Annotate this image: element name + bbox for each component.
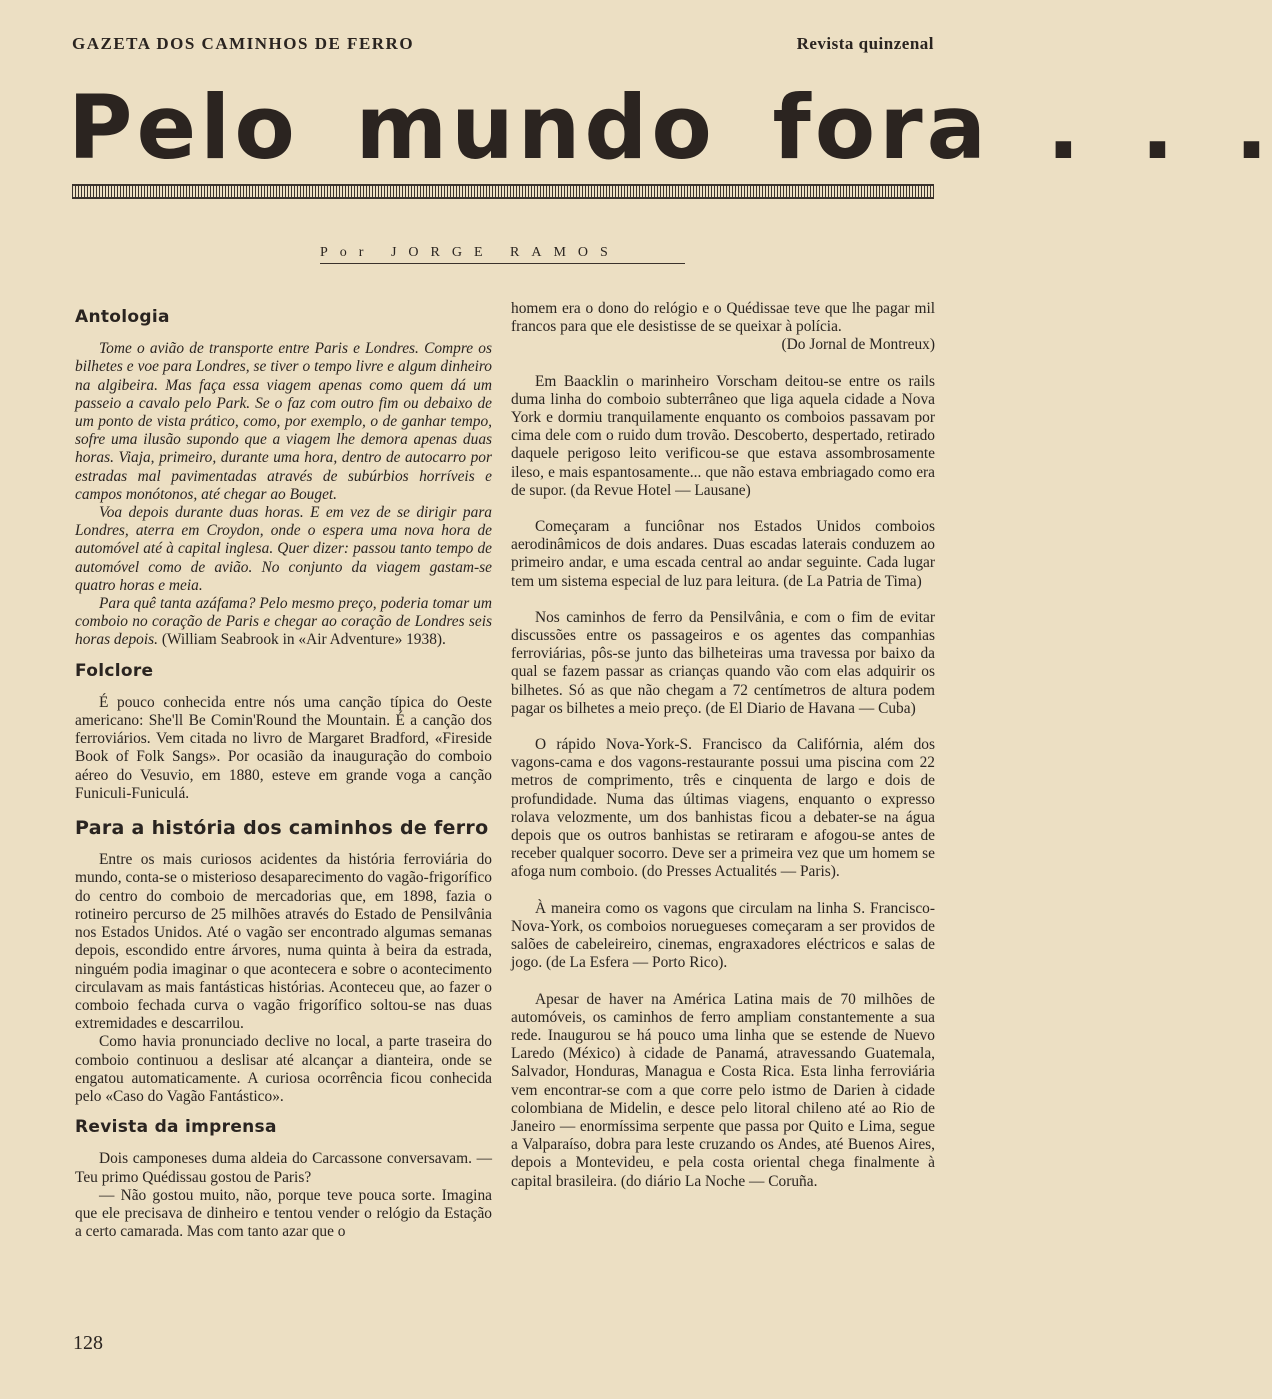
section-heading-antologia: Antologia: [75, 307, 170, 327]
source-citation: (Do Jornal de Montreux): [781, 336, 935, 354]
section-heading-folclore: Folclore: [75, 660, 154, 681]
revista-paragraph: — Não gostou muito, não, porque teve pouca sorte. Imagina que ele precisava de dinheiro e tentou vender o relógio da Estação a certo camarada. Mas com tanto azar que o: [75, 1186, 492, 1241]
right-column: [511, 300, 935, 1191]
decorative-rule: [72, 184, 934, 199]
page-title: Pelo mundo fora . . .: [68, 76, 1272, 179]
news-item: Começaram a funciônar nos Estados Unidos comboios aerodinâmicos de dois andares. Duas escadas laterais conduzem ao primeiro andar, e uma escada central ao andar seguinte. Cada lugar tem um sistema especial de luz para leitura. (de La Patria de Tima): [511, 518, 935, 590]
antologia-paragraph: Tome o avião de transporte entre Paris e Londres. Compre os bilhetes e voe para Londres, se tiver o tempo livre e algum dinheiro na algibeira. Mas faça essa viagem apenas como quem dá um passeio a cavalo pelo Park. Se o faz com outro fim ou debaixo de um ponto de vista prático, como, por exemplo, o de ganhar tempo, sofre uma ilusão supondo que a viagem lhe demora apenas duas horas. Viaja, primeiro, durante uma hora, dentro de autocarro por estradas mal pavimentadas através de subúrbios horríveis e campos monótonos, até chegar ao Bouget.: [75, 340, 492, 503]
news-item: Apesar de haver na América Latina mais de 70 milhões de automóveis, os caminhos de ferro ampliam constantemente a sua rede. Inaugurou se há pouco uma linha que se estende de Nuevo Laredo (México) à cidade de Panamá, atravessando Guatemala, Salvador, Honduras, Managua e Costa Rica. Esta linha ferroviária vem encontrar-se com a que corre pelo istmo de Darien à cidade colombiana de Midelin, e desce pelo litoral chileno até ao Rio de Janeiro — enormíssima serpente que passa por Quito e Lima, segue a Valparaíso, dobra para leste cruzando os Andes, até Buenos Aires, depois a Montevideu, e pela costa oriental chega finalmente à capital brasileira. (do diário La Noche — Coruña.: [511, 990, 935, 1190]
news-item: Em Baacklin o marinheiro Vorscham deitou-se entre os rails duma linha do comboio subterrâneo que liga aquela cidade a Nova York e dormiu tranquilamente enquanto os comboios passavam por cima dele com o ruido dum trovão. Descoberto, despertado, retirado daquele perigoso leito verificou-se que estava assombrosamente ileso, e mais espantosamente... que não estava embriagado como era de supor. (da Revue Hotel — Lausane): [511, 372, 935, 499]
page-number: 128: [73, 1332, 103, 1354]
running-header-subtitle: Revista quinzenal: [796, 34, 934, 53]
section-heading-revista: Revista da imprensa: [75, 1117, 277, 1138]
news-item: Nos caminhos de ferro da Pensilvânia, e com o fim de evitar discussões entre os passageiros e os agentes das companhias ferroviárias, pôs-se junto das bilheteiras uma travessa por baixo da qual se fazem passar as crianças quando vão com elas adquirir os bilhetes. Só as que não chegam a 72 centímetros de altura podem pagar os bilhetes a meio preço. (de El Diario de Havana — Cuba): [511, 608, 935, 717]
antologia-paragraph: Voa depois durante duas horas. E em vez de se dirigir para Londres, aterra em Croydon, onde o espera uma nova hora de automóvel até à capital inglesa. Quer dizer: passou tanto tempo de automóvel como de avião. No conjunto da viagem gastam-se quatro horas e meia.: [75, 504, 492, 594]
running-header-title: GAZETA DOS CAMINHOS DE FERRO: [72, 34, 415, 53]
section-heading-historia: Para a história dos caminhos de ferro: [75, 817, 489, 840]
news-item: O rápido Nova-York-S. Francisco da Califórnia, além dos vagons-cama e dos vagons-restaurante possui uma piscina com 22 metros de comprimento, três e cinquenta de largo e dois de profundidade. Numa das últimas viagens, enquanto o expresso rolava velozmente, um dos banhistas ficou a debater-se na água depois que os outros banhistas se retiraram e afogou-se antes de receber qualquer socorro. Deve ser a primeira vez que um homem se afoga num comboio. (do Presses Actualités — Paris).: [511, 736, 935, 881]
historia-paragraph: Como havia pronunciado declive no local, a parte traseira do comboio continuou a deslisar até alcançar a dianteira, onde se engatou automaticamente. A curiosa ocorrência ficou conhecida pelo «Caso do Vagão Fantástico».: [75, 1033, 492, 1105]
news-item: À maneira como os vagons que circulam na linha S. Francisco-Nova-York, os comboios noruegueses começaram a ser providos de salões de cabeleireiro, cinemas, engraxadores eléctricos e salas de jogo. (de La Esfera — Porto Rico).: [511, 899, 935, 972]
antologia-reference: (William Seabrook in «Air Adventure» 1938).: [161, 631, 446, 649]
revista-paragraph-continued: homem era o dono do relógio e o Quédissae teve que lhe pagar mil francos para que ele desistisse de se queixar à polícia.: [511, 300, 935, 336]
antologia-paragraph: [75, 595, 492, 650]
revista-paragraph: Dois camponeses duma aldeia do Carcassone conversavam. — Teu primo Quédissau gostou de Paris?: [75, 1150, 492, 1186]
left-column: [75, 300, 492, 1241]
byline: Por JORGE RAMOS: [320, 245, 685, 264]
historia-paragraph: Entre os mais curiosos acidentes da história ferroviária do mundo, conta-se o misterioso desaparecimento do vagão-frigorífico do centro do comboio de mercadorias que, em 1898, fazia o rotineiro percurso de 25 milhões através do Estado de Pensilvânia nos Estados Unidos. Até o vagão ser encontrado algumas semanas depois, escondido entre árvores, numa quinta à beira da estrada, ninguém podia imaginar o que acontecera e sobre o acontecimento circulavam as mais fantásticas histórias. Aconteceu que, ao fazer o comboio fechada curva o vagão frigorífico soltou-se nas duas extremidades e descarrilou.: [75, 851, 492, 1033]
antologia-quote: Para quê tanta azáfama? Pelo mesmo preço, poderia tomar um comboio no coração de Paris e chegar ao coração de Londres seis horas depois.: [75, 595, 492, 649]
folclore-paragraph: É pouco conhecida entre nós uma canção típica do Oeste americano: She'll Be Comin'Round the Mountain. É a canção dos ferroviários. Vem citada no livro de Margaret Bradford, «Fireside Book of Folk Sangs». Por ocasião da inauguração do comboio aéreo do Vesuvio, em 1880, esteve em grande voga a canção Funiculi-Funiculá.: [75, 693, 492, 802]
